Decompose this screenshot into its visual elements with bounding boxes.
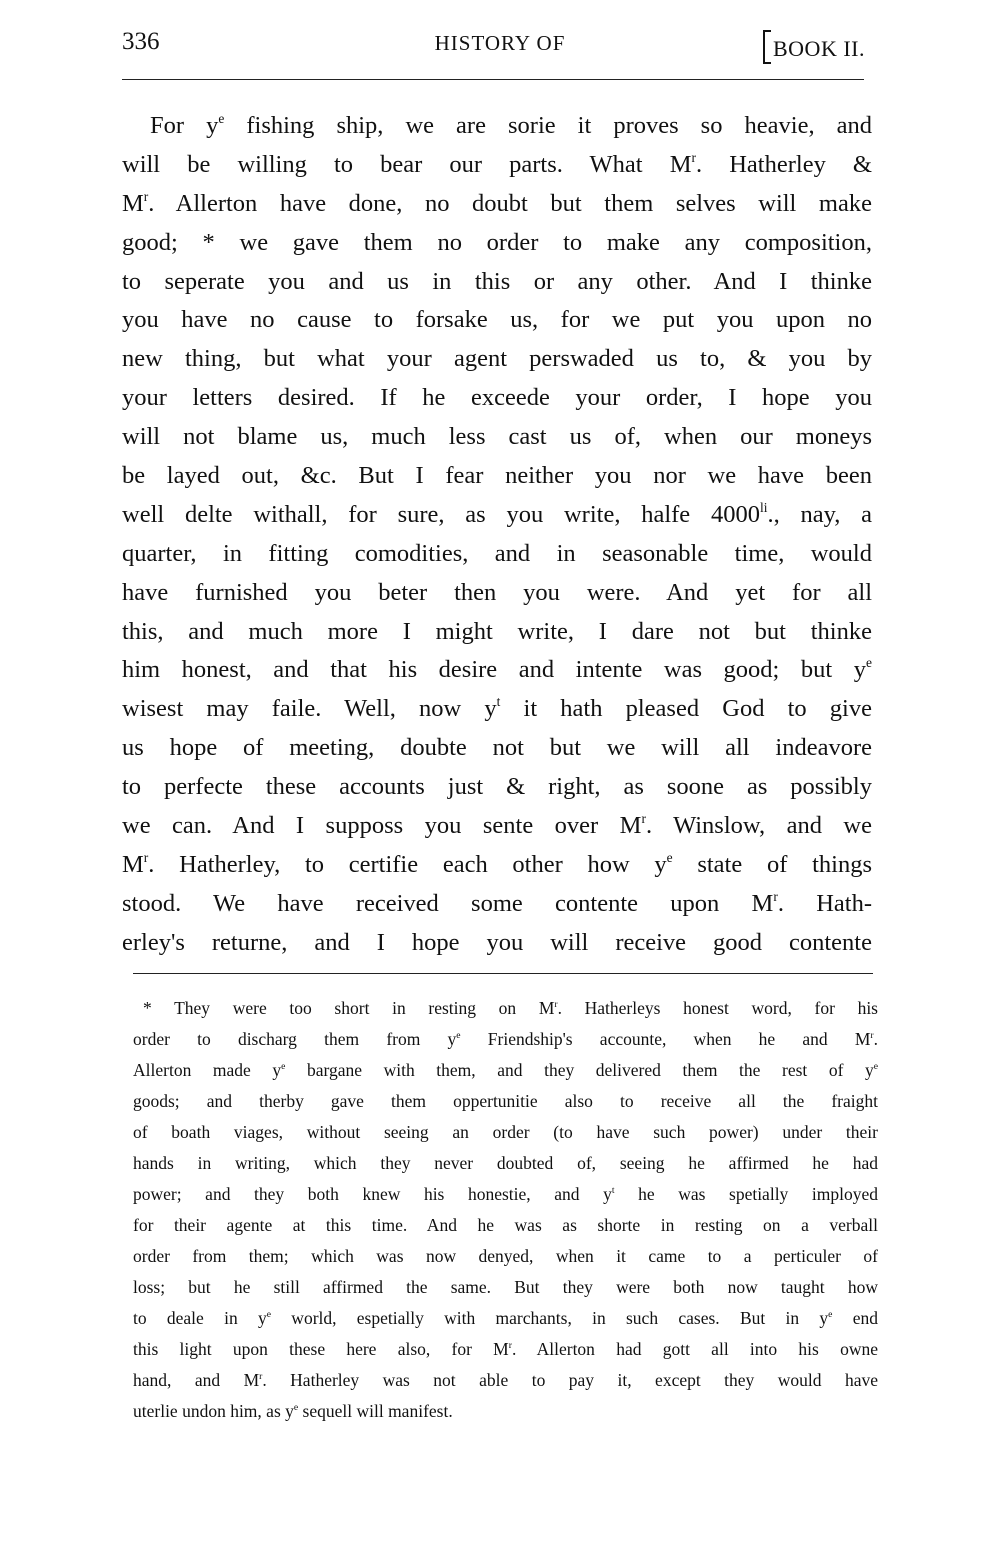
text-line: wisest may faile. Well, now $y^t$ it hath pleased God to give: [122, 694, 872, 723]
superscript: r: [691, 149, 697, 165]
text-line: have furnished you beter then you were. And yet for all: [122, 578, 872, 606]
superscript: e: [873, 1060, 878, 1072]
footnote-line: order to discharg them from $y^e$ Friendship's accounte, when he and $M^r$.: [133, 1029, 878, 1049]
footnote-line: for their agente at this time. And he was as shorte in resting on a verball: [133, 1215, 878, 1235]
superscript: li: [759, 499, 768, 515]
footnote-line: this light upon these here also, for $M^r$. Allerton had gott all into his owne: [133, 1339, 878, 1359]
footnote-line: power; and they both knew his honestie, and $y^t$ he was spetially imployed: [133, 1184, 878, 1204]
superscript: r: [508, 1339, 512, 1351]
text-line: quarter, in fitting comodities, and in seasonable time, would: [122, 539, 872, 567]
footnote-line: loss; but he still affirmed the same. But they were both now taught how: [133, 1277, 878, 1297]
superscript: e: [281, 1060, 286, 1072]
superscript: e: [666, 849, 673, 865]
text-line: stood. We have received some contente upon $M^r$. Hath-: [122, 888, 872, 917]
footnote-line: order from them; which was now denyed, when it came to a perticuler of: [133, 1246, 878, 1266]
text-line: new thing, but what your agent perswaded us to, & you by: [122, 345, 872, 373]
text-line: good; * we gave them no order to make any composition,: [122, 228, 872, 256]
text-line: will be willing to bear our parts. What $M^r$. Hatherley &: [122, 149, 872, 178]
text-line: be layed out, &c. But I fear neither you nor we have been: [122, 462, 872, 490]
footnote-rule: [133, 973, 873, 974]
book-label: [763, 30, 865, 64]
header-rule: [122, 79, 864, 80]
footnote-line: goods; and therby gave them oppertunitie also to receive all the fraight: [133, 1091, 878, 1111]
superscript: r: [870, 1029, 874, 1041]
superscript: r: [554, 998, 558, 1010]
superscript: r: [641, 810, 646, 826]
footnote-line: Allerton made $y^e$ bargane with them, and they delivered them the rest of $y^e$: [133, 1060, 878, 1080]
text-line: well delte withall, for sure, as you write, halfe $4000^{li}$., nay, a: [122, 499, 872, 528]
text-line: For $y^e$ fishing ship, we are sorie it proves so heavie, and: [150, 110, 872, 139]
text-line: to perfecte these accounts just & right, as soone as possibly: [122, 773, 872, 801]
text-line: him honest, and that his desire and intente was good; but $y^e$: [122, 655, 872, 684]
text-line: will not blame us, much less cast us of, when our moneys: [122, 423, 872, 451]
superscript: r: [773, 888, 778, 904]
superscript: e: [828, 1308, 833, 1320]
text-line: erley's returne, and I hope you will receive good contente: [122, 928, 872, 956]
text-line: your letters desired. If he exceede your order, I hope you: [122, 384, 872, 412]
page-number: 336: [122, 28, 160, 55]
footnote-line: uterlie undon him, as $y^e$ sequell will manifest.: [133, 1401, 453, 1421]
footnote-line: hand, and $M^r$. Hatherley was not able to pay it, except they would have: [133, 1370, 878, 1390]
superscript: r: [143, 849, 149, 865]
superscript: e: [456, 1029, 461, 1041]
superscript: e: [293, 1401, 299, 1413]
footnote: [133, 993, 878, 1427]
footnote-line: * They were too short in resting on $M^r$. Hatherleys honest word, for his: [143, 998, 878, 1018]
text-line: this, and much more I might write, I dare not but thinke: [122, 617, 872, 645]
superscript: e: [218, 110, 225, 126]
text-line: we can. And I supposs you sente over $M^r$. Winslow, and we: [122, 810, 872, 840]
superscript: r: [143, 188, 149, 204]
superscript: t: [611, 1184, 615, 1196]
superscript: e: [266, 1308, 272, 1320]
text-line: $M^r$. Hatherley, to certifie each other how $y^e$ state of things: [122, 849, 872, 878]
footnote-line: to deale in $y^e$ world, espetially with marchants, in such cases. But in $y^e$ end: [133, 1308, 878, 1328]
footnote-line: of boath viages, without seeing an order (to have such power) under their: [133, 1122, 878, 1142]
body-text: [122, 107, 872, 963]
running-title: HISTORY OF: [434, 31, 566, 55]
footnote-line: hands in writing, which they never doubted of, seeing he affirmed he had: [133, 1153, 878, 1173]
book-label-text: BOOK II.: [773, 36, 865, 61]
text-line: $M^r$. Allerton have done, no doubt but them selves will make: [122, 188, 872, 217]
text-line: you have no cause to forsake us, for we put you upon no: [122, 306, 872, 334]
text-line: us hope of meeting, doubte not but we will all indeavore: [122, 734, 872, 762]
superscript: t: [496, 694, 501, 710]
text-line: to seperate you and us in this or any other. And I thinke: [122, 267, 872, 295]
bracket-mark: [763, 30, 771, 64]
superscript: r: [259, 1370, 263, 1382]
superscript: e: [866, 655, 872, 671]
